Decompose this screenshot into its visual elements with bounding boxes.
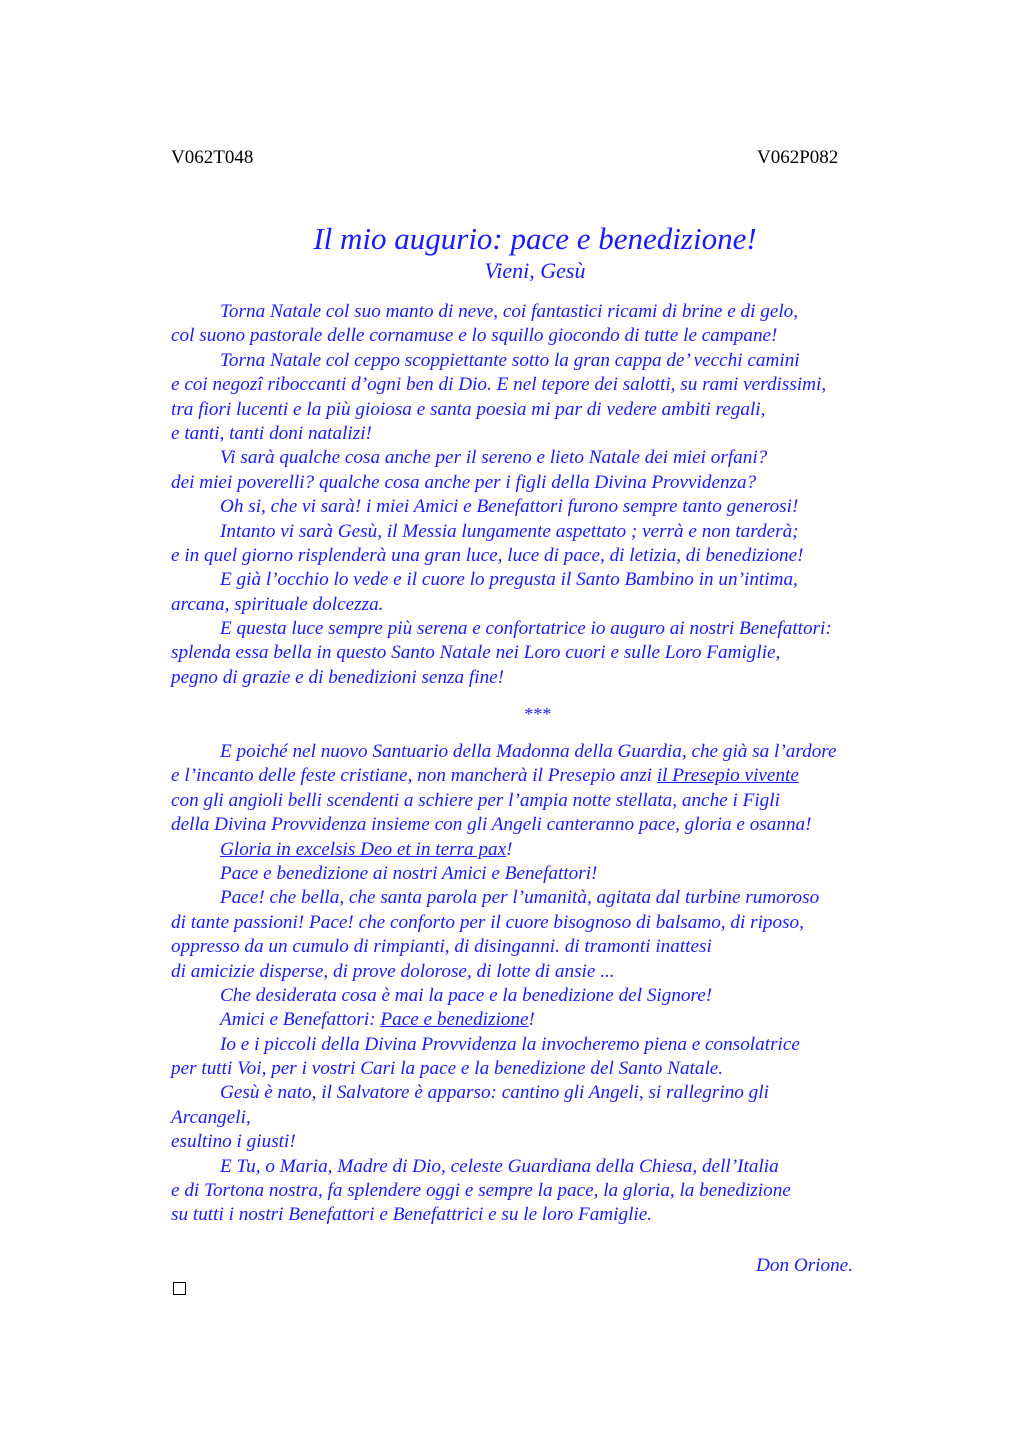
text-line: della Divina Provvidenza insieme con gli Angeli canteranno pace, gloria e osanna! (171, 814, 812, 836)
section-separator: *** (523, 704, 551, 724)
document-code-right: V062P082 (757, 147, 839, 168)
document-code-left: V062T048 (171, 147, 254, 168)
text-line (171, 838, 931, 862)
text-line: tra fiori lucenti e la più gioiosa e santa poesia mi par di vedere ambiti regali, (171, 398, 766, 420)
text-line: esultino i giusti! (171, 1131, 296, 1153)
text-line: splenda essa bella in questo Santo Natale nei Loro cuori e sulle Loro Famiglie, (171, 642, 781, 664)
text-line: e coi negozî riboccanti d’ogni ben di Dio. E nel tepore dei salotti, su rami verdissimi, (171, 374, 827, 396)
text-line: col suono pastorale delle cornamuse e lo squillo giocondo di tutte le campane! (171, 325, 778, 347)
text-line: oppresso da un cumulo di rimpianti, di disinganni. di tramonti inattesi (171, 936, 712, 958)
text-line: e tanti, tanti doni natalizi! (171, 422, 372, 444)
text-line: E poiché nel nuovo Santuario della Madonna della Guardia, che già sa l’ardore (220, 741, 837, 762)
text-line: e di Tortona nostra, fa splendere oggi e sempre la pace, la gloria, la benedizione (171, 1180, 791, 1202)
text-segment: ! (506, 838, 513, 860)
end-of-document-box-icon (173, 1282, 186, 1295)
text-segment: ! (528, 1009, 535, 1031)
text-line: Che desiderata cosa è mai la pace e la benedizione del Signore! (220, 984, 713, 1006)
text-segment: Amici e Benefattori: (220, 1009, 381, 1031)
text-line: Torna Natale col ceppo scoppiettante sotto la gran cappa de’ vecchi camini (220, 349, 800, 371)
text-line: Pace! che bella, che santa parola per l’umanità, agitata dal turbine rumoroso (220, 887, 820, 909)
underlined-phrase-pace: Pace e benedizione (380, 1009, 529, 1031)
underlined-phrase-gloria: Gloria in excelsis Deo et in terra pax (220, 838, 507, 860)
text-line: Vi sarà qualche cosa anche per il sereno e lieto Natale dei miei orfani? (220, 447, 768, 469)
text-line: di amicizie disperse, di prove dolorose, di lotte di ansie ... (171, 960, 615, 982)
text-line: arcana, spirituale dolcezza. (171, 593, 384, 615)
text-line: pegno di grazie e di benedizioni senza fine! (171, 666, 505, 688)
text-line: Torna Natale col suo manto di neve, coi fantastici ricami di brine e di gelo, (220, 301, 799, 322)
text-line (171, 764, 931, 788)
signature: Don Orione. (756, 1255, 853, 1276)
text-line: E Tu, o Maria, Madre di Dio, celeste Guardiana della Chiesa, dell’Italia (220, 1155, 779, 1177)
text-line: e in quel giorno risplenderà una gran luce, luce di pace, di letizia, di benedizione! (171, 544, 804, 566)
text-line: Oh si, che vi sarà! i miei Amici e Benefattori furono sempre tanto generosi! (220, 496, 799, 518)
text-segment: e l’incanto delle feste cristiane, non mancherà il Presepio anzi (171, 765, 657, 787)
underlined-phrase-presepio-vivente: il Presepio vivente (656, 765, 799, 787)
text-line: Intanto vi sarà Gesù, il Messia lungamente aspettato ; verrà e non tarderà; (220, 520, 799, 542)
text-line (171, 1008, 931, 1032)
text-line: Gesù è nato, il Salvatore è apparso: cantino gli Angeli, si rallegrino gli (220, 1082, 769, 1104)
text-line: per tutti Voi, per i vostri Cari la pace e la benedizione del Santo Natale. (171, 1058, 724, 1080)
text-line: su tutti i nostri Benefattori e Benefattrici e su le loro Famiglie. (171, 1204, 653, 1226)
text-line: di tante passioni! Pace! che conforto per il cuore bisognoso di balsamo, di riposo, (171, 911, 804, 933)
text-line: E questa luce sempre più serena e confortatrice io auguro ai nostri Benefattori: (220, 618, 832, 640)
section-1 (171, 300, 931, 690)
page-title: Il mio augurio: pace e benedizione! (313, 221, 757, 256)
text-line: dei miei poverelli? qualche cosa anche per i figli della Divina Provvidenza? (171, 471, 757, 493)
page-subtitle: Vieni, Gesù (484, 258, 586, 283)
section-2 (171, 740, 931, 1228)
text-line: Arcangeli, (171, 1106, 251, 1128)
text-line: E già l’occhio lo vede e il cuore lo pregusta il Santo Bambino in un’intima, (220, 569, 798, 591)
text-line: con gli angioli belli scendenti a schiere per l’ampia notte stellata, anche i Figli (171, 789, 780, 811)
text-line: Io e i piccoli della Divina Provvidenza la invocheremo piena e consolatrice (220, 1033, 800, 1055)
text-line: Pace e benedizione ai nostri Amici e Benefattori! (220, 862, 598, 884)
